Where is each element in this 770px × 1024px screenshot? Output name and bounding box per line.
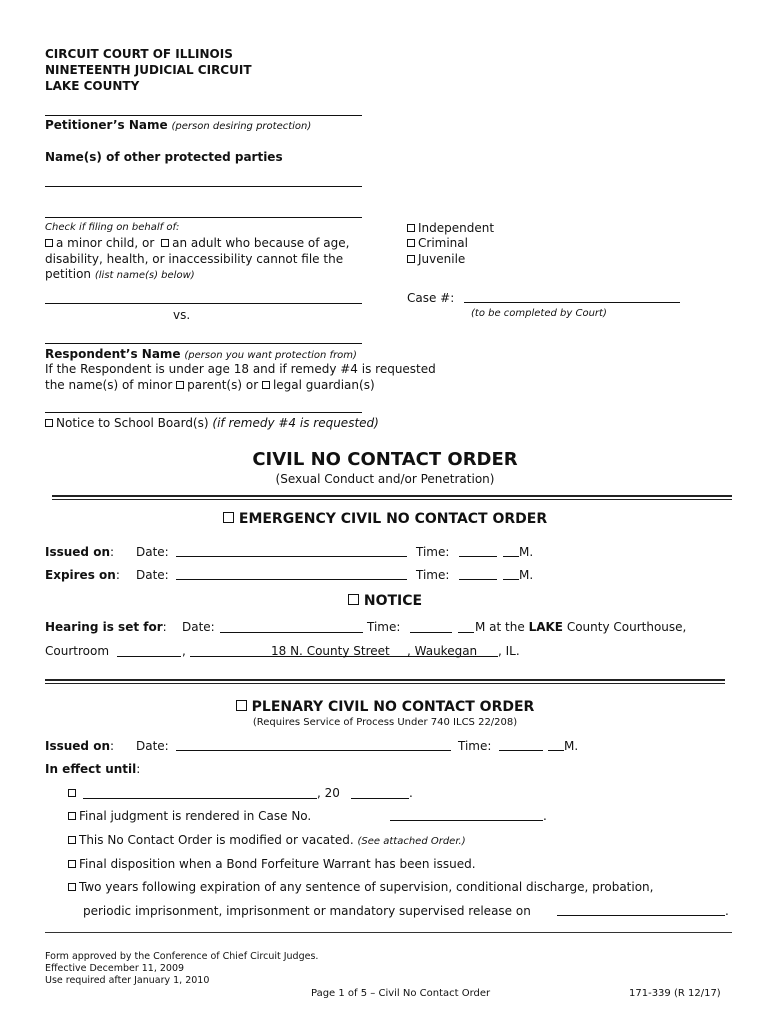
- expires-on-label: Expires on: [45, 568, 116, 582]
- case-number-field[interactable]: [464, 302, 680, 303]
- school-notice-hint: (if remedy #4 is requested): [212, 416, 379, 430]
- emergency-expires-time-field[interactable]: [459, 579, 497, 580]
- petitioner-label: Petitioner’s Name: [45, 118, 168, 132]
- divider-1: [52, 495, 732, 500]
- school-notice-label: Notice to School Board(s): [56, 416, 209, 430]
- guardian-name-field[interactable]: [45, 412, 362, 413]
- court-line-2: NINETEENTH JUDICIAL CIRCUIT: [45, 63, 252, 77]
- respondent-label: Respondent’s Name: [45, 347, 181, 361]
- respondent-name-field[interactable]: [45, 343, 362, 344]
- plenary-date-field[interactable]: [176, 750, 451, 751]
- year-prefix: , 20: [317, 786, 340, 800]
- case-type-independent[interactable]: [407, 221, 494, 235]
- petitioner-hint: (person desiring protection): [171, 121, 312, 132]
- respondent-label-row: [45, 347, 357, 361]
- emergency-issued-m: M.: [519, 545, 534, 559]
- respondent-minor-note: If the Respondent is under age 18 and if remedy #4 is requested: [45, 362, 436, 376]
- minor-child-checkbox[interactable]: [45, 239, 53, 247]
- courtroom-label: Courtroom: [45, 644, 110, 658]
- on-behalf-line-3: disability, health, or inaccessibility cannot file the: [45, 252, 344, 266]
- hearing-time-label: Time:: [367, 620, 401, 634]
- hearing-ampm-field[interactable]: [458, 632, 474, 633]
- case-type-criminal[interactable]: [407, 236, 468, 250]
- case-number-label: Case #:: [407, 291, 455, 305]
- emergency-checkbox[interactable]: [223, 512, 234, 523]
- juvenile-checkbox[interactable]: [407, 255, 415, 263]
- name-of-minor-label: the name(s) of minor: [45, 378, 173, 392]
- case-type-juvenile[interactable]: [407, 252, 465, 266]
- release-period: .: [725, 904, 729, 918]
- criminal-label: Criminal: [418, 236, 468, 250]
- final-judgment-checkbox[interactable]: [68, 812, 76, 820]
- school-notice-checkbox[interactable]: [45, 419, 53, 427]
- street-address: 18 N. County Street: [271, 644, 390, 658]
- issued-on-label: Issued on: [45, 545, 110, 559]
- petition-word: petition: [45, 267, 92, 281]
- hearing-row: Hearing is set for:: [45, 620, 167, 634]
- parent-checkbox[interactable]: [176, 381, 184, 389]
- petitioner-name-field[interactable]: [45, 115, 362, 116]
- case-no-field[interactable]: [390, 820, 543, 821]
- option-final-judgment[interactable]: [68, 809, 311, 823]
- independent-label: Independent: [418, 221, 495, 235]
- respondent-guardian-row: [45, 378, 375, 392]
- court-line-3: LAKE COUNTY: [45, 79, 140, 93]
- emergency-expires-ampm-field[interactable]: [503, 579, 519, 580]
- emergency-expires-m: M.: [519, 568, 534, 582]
- on-behalf-heading: Check if filing on behalf of:: [45, 222, 180, 233]
- emergency-expires-time-label: Time:: [416, 568, 450, 582]
- county-name: LAKE: [528, 620, 563, 634]
- divider-2: [45, 679, 725, 684]
- option-two-years[interactable]: [68, 880, 653, 894]
- plenary-checkbox[interactable]: [236, 700, 247, 711]
- m-at-label: M at the: [475, 620, 525, 634]
- emergency-issued-date-label: Date:: [136, 545, 169, 559]
- other-party-field-2[interactable]: [45, 217, 362, 218]
- plenary-time-label: Time:: [458, 739, 492, 753]
- bond-checkbox[interactable]: [68, 860, 76, 868]
- release-date-field[interactable]: [557, 915, 725, 916]
- footer-approval: Form approved by the Conference of Chief Circuit Judges.: [45, 951, 319, 962]
- child-names-field[interactable]: [45, 303, 362, 304]
- respondent-hint: (person you want protection from): [184, 350, 357, 361]
- page-number: Page 1 of 5 – Civil No Contact Order: [311, 988, 491, 999]
- court-line-1: CIRCUIT COURT OF ILLINOIS: [45, 47, 233, 61]
- petitioner-label-row: [45, 118, 311, 132]
- emergency-heading-label: EMERGENCY CIVIL NO CONTACT ORDER: [238, 511, 548, 527]
- courtroom-comma: ,: [182, 644, 186, 658]
- on-behalf-options: [45, 236, 349, 250]
- emergency-issued-time-field[interactable]: [459, 556, 497, 557]
- notice-heading[interactable]: [0, 593, 770, 609]
- plenary-ampm-field[interactable]: [548, 750, 564, 751]
- plenary-subheading: (Requires Service of Process Under 740 ILCS 22/208): [252, 717, 518, 728]
- on-behalf-line-4: [45, 267, 195, 281]
- other-parties-label: Name(s) of other protected parties: [45, 150, 283, 164]
- school-notice-row[interactable]: [45, 416, 379, 430]
- plenary-heading-label: PLENARY CIVIL NO CONTACT ORDER: [251, 699, 535, 715]
- plenary-issued-row: Issued on:: [45, 739, 115, 753]
- criminal-checkbox[interactable]: [407, 239, 415, 247]
- in-effect-label: In effect until: [45, 762, 137, 776]
- juvenile-label: Juvenile: [418, 252, 466, 266]
- plenary-heading[interactable]: [0, 699, 770, 715]
- plenary-m: M.: [564, 739, 579, 753]
- hearing-location-text: [475, 620, 686, 634]
- year-field[interactable]: [351, 798, 409, 799]
- emergency-expires-date-label: Date:: [136, 568, 169, 582]
- order-title: CIVIL NO CONTACT ORDER: [252, 449, 518, 470]
- form-number: 171-339 (R 12/17): [629, 988, 721, 999]
- hearing-label: Hearing is set for: [45, 620, 163, 634]
- vs-label: vs.: [173, 308, 191, 322]
- guardian-label: legal guardian(s): [272, 378, 375, 392]
- city-name: , Waukegan: [407, 644, 478, 658]
- courthouse-label: County Courthouse,: [566, 620, 687, 634]
- final-judgment-label: Final judgment is rendered in Case No.: [79, 809, 312, 823]
- emergency-issued-date-field[interactable]: [176, 556, 407, 557]
- expires-on-row: Expires on:: [45, 568, 120, 582]
- hearing-date-field[interactable]: [220, 632, 363, 633]
- courtroom-field[interactable]: [117, 656, 181, 657]
- two-years-checkbox[interactable]: [68, 883, 76, 891]
- list-names-hint: (list name(s) below): [94, 270, 195, 281]
- guardian-checkbox[interactable]: [262, 381, 270, 389]
- two-years-label: Two years following expiration of any sentence of supervision, conditional discharge, probation,: [79, 880, 654, 894]
- hearing-time-field[interactable]: [410, 632, 452, 633]
- case-no-period: .: [543, 809, 547, 823]
- plenary-issued-label: Issued on: [45, 739, 110, 753]
- modified-checkbox[interactable]: [68, 836, 76, 844]
- effect-date-field[interactable]: [83, 798, 317, 799]
- hearing-date-label: Date:: [182, 620, 215, 634]
- option-modified[interactable]: [68, 833, 466, 847]
- plenary-date-label: Date:: [136, 739, 169, 753]
- independent-checkbox[interactable]: [407, 224, 415, 232]
- adult-checkbox[interactable]: [161, 239, 169, 247]
- issued-on-row: Issued on:: [45, 545, 115, 559]
- periodic-label: periodic imprisonment, imprisonment or mandatory supervised release on: [83, 904, 531, 918]
- order-subtitle: (Sexual Conduct and/or Penetration): [275, 472, 495, 486]
- footer-divider: [45, 932, 732, 933]
- emergency-issued-ampm-field[interactable]: [503, 556, 519, 557]
- emergency-heading[interactable]: [0, 511, 770, 527]
- footer-effective: Effective December 11, 2009: [45, 963, 185, 974]
- minor-child-label: a minor child, or: [56, 236, 155, 250]
- plenary-time-field[interactable]: [499, 750, 543, 751]
- bond-label: Final disposition when a Bond Forfeiture Warrant has been issued.: [79, 857, 476, 871]
- adult-label: an adult who because of age,: [172, 236, 350, 250]
- in-effect-row: In effect until:: [45, 762, 141, 776]
- parent-label: parent(s) or: [187, 378, 259, 392]
- option-date-checkbox[interactable]: [68, 789, 76, 797]
- notice-checkbox[interactable]: [348, 594, 359, 605]
- modified-label: This No Contact Order is modified or vacated.: [79, 833, 354, 847]
- option-date[interactable]: [68, 786, 79, 800]
- modified-hint: (See attached Order.): [357, 836, 466, 847]
- emergency-issued-time-label: Time:: [416, 545, 450, 559]
- other-party-field-1[interactable]: [45, 186, 362, 187]
- footer-required: Use required after January 1, 2010: [45, 975, 210, 986]
- year-period: .: [409, 786, 413, 800]
- case-number-hint: (to be completed by Court): [471, 308, 607, 319]
- state-name: , IL.: [498, 644, 520, 658]
- option-bond[interactable]: [68, 857, 476, 871]
- emergency-expires-date-field[interactable]: [176, 579, 407, 580]
- notice-heading-label: NOTICE: [363, 593, 423, 609]
